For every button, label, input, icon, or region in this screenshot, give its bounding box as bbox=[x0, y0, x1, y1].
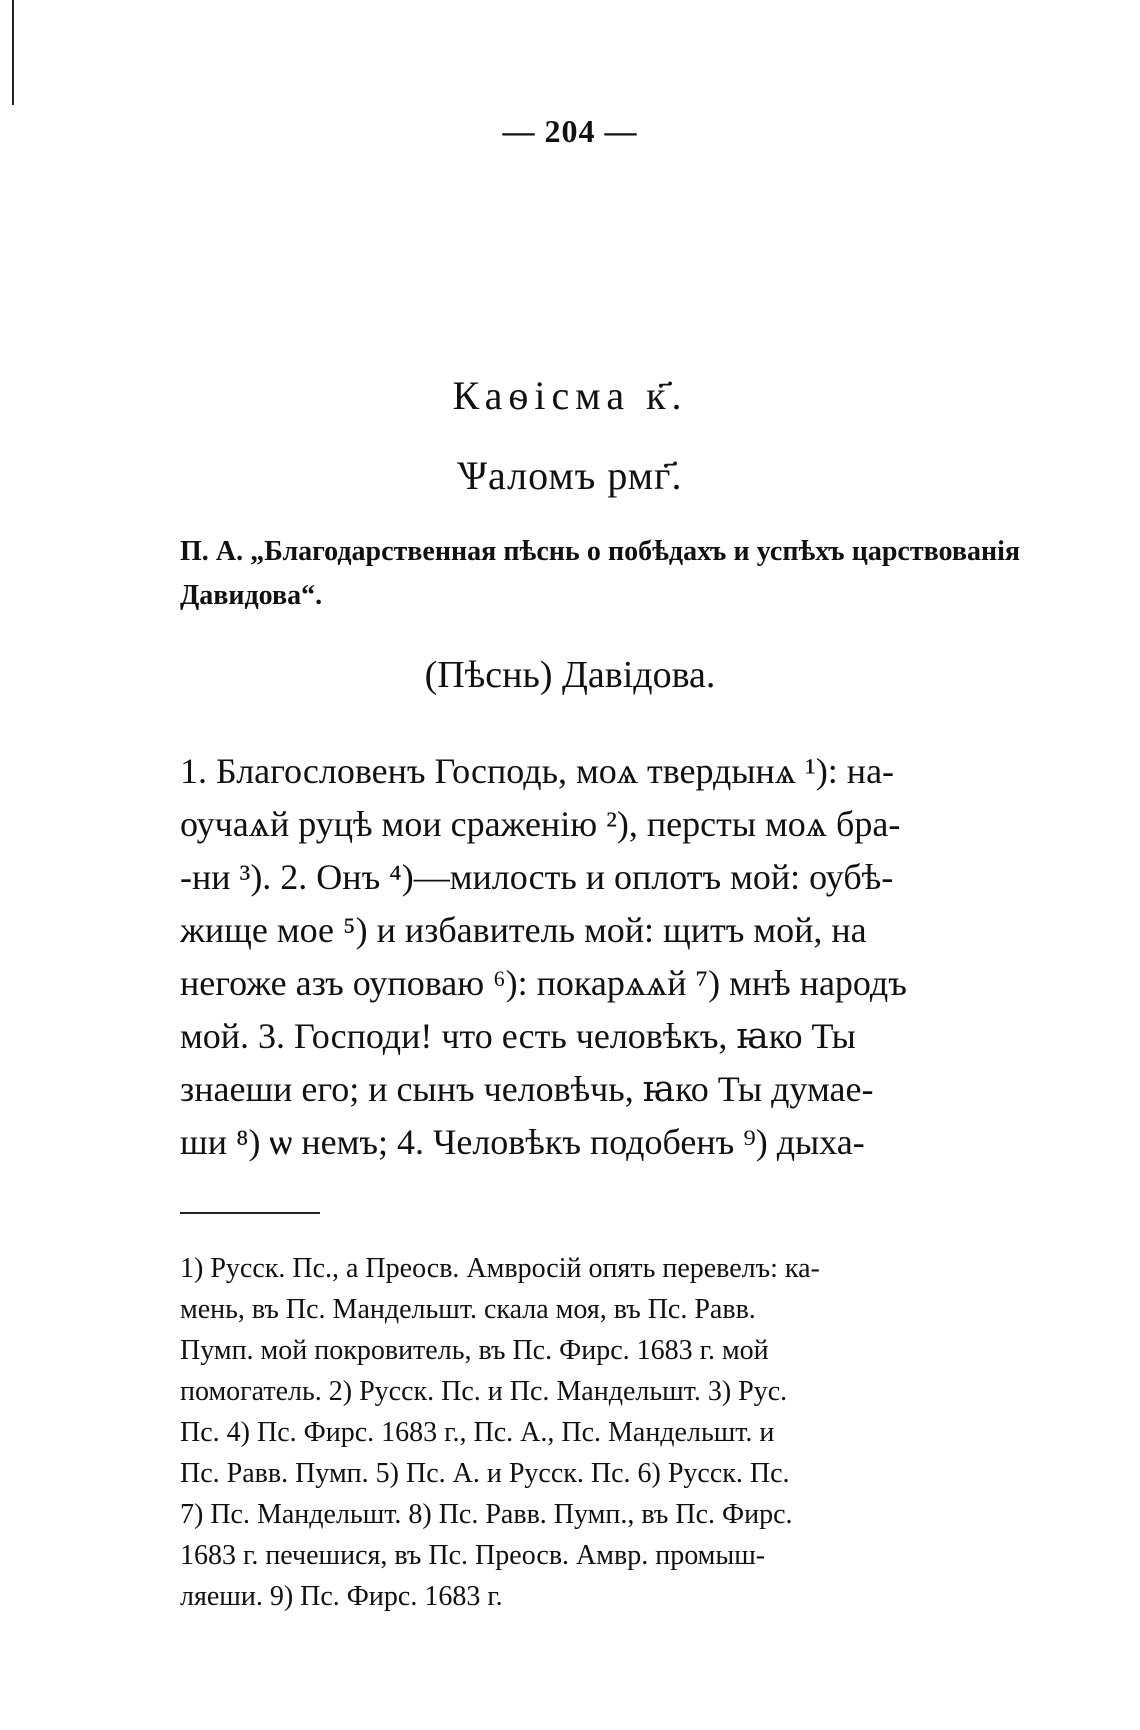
page-number: — 204 — bbox=[502, 113, 638, 149]
footnote-line: 7) Пс. Мандельшт. 8) Пс. Равв. Пумп., въ Пс. Фирс. bbox=[180, 1499, 793, 1530]
verse-line: 1. Благословенъ Господь, моѧ твердынѧ ¹): на- bbox=[180, 751, 895, 791]
footnote-line: Пс. Равв. Пумп. 5) Пс. А. и Русск. Пс. 6) Русск. Пс. bbox=[180, 1458, 790, 1489]
verse-line: негоже азъ оуповаю ⁶): покарѧѧй ⁷) мнѣ народъ bbox=[180, 963, 907, 1003]
footnotes-block bbox=[180, 1248, 1025, 1617]
kathisma-heading: Каѳісма к҃. bbox=[452, 373, 688, 418]
footnote-line: помогатель. 2) Русск. Пс. и Пс. Мандельшт. 3) Рус. bbox=[180, 1376, 788, 1407]
verse-block bbox=[180, 745, 1025, 1169]
verse-line: оучаѧй руцѣ мои сраженію ²), персты моѧ бра- bbox=[180, 804, 901, 844]
psalm-description: П. А. „Благодарственная пѣснь о побѣдахъ и успѣхъ царствованія Давидова“. bbox=[180, 536, 1020, 611]
psalm-heading: Ѱаломъ рмг҃. bbox=[457, 453, 683, 498]
footnote-divider bbox=[180, 1212, 320, 1214]
psalm-subtitle: (Пѣснь) Давідова. bbox=[424, 654, 716, 696]
footnote-line: Пс. 4) Пс. Фирс. 1683 г., Пс. А., Пс. Мандельшт. и bbox=[180, 1417, 775, 1448]
verse-line: знаеши его; и сынъ человѣчь, ꙗко Ты думае- bbox=[180, 1069, 874, 1109]
verse-line: жище мое ⁵) и избавитель мой: щитъ мой, на bbox=[180, 910, 867, 950]
page-edge-line bbox=[12, 0, 14, 105]
verse-line: -ни ³). 2. Онъ ⁴)—милость и оплотъ мой: оубѣ- bbox=[180, 857, 894, 897]
footnote-line: 1683 г. печешися, въ Пс. Преосв. Амвр. промыш- bbox=[180, 1540, 766, 1571]
footnote-line: ляеши. 9) Пс. Фирс. 1683 г. bbox=[180, 1581, 503, 1612]
verse-line: ши ⁸) ѡ немъ; 4. Человѣкъ подобенъ ⁹) дыха- bbox=[180, 1122, 865, 1162]
footnote-line: Пумп. мой покровитель, въ Пс. Фирс. 1683 г. мой bbox=[180, 1335, 769, 1366]
footnote-line: 1) Русск. Пс., а Преосв. Амвросій опять перевелъ: ка- bbox=[180, 1253, 820, 1284]
footnote-line: мень, въ Пс. Мандельшт. скала моя, въ Пс. Равв. bbox=[180, 1294, 756, 1325]
verse-line: мой. 3. Господи! что есть человѣкъ, ꙗко Ты bbox=[180, 1016, 856, 1056]
